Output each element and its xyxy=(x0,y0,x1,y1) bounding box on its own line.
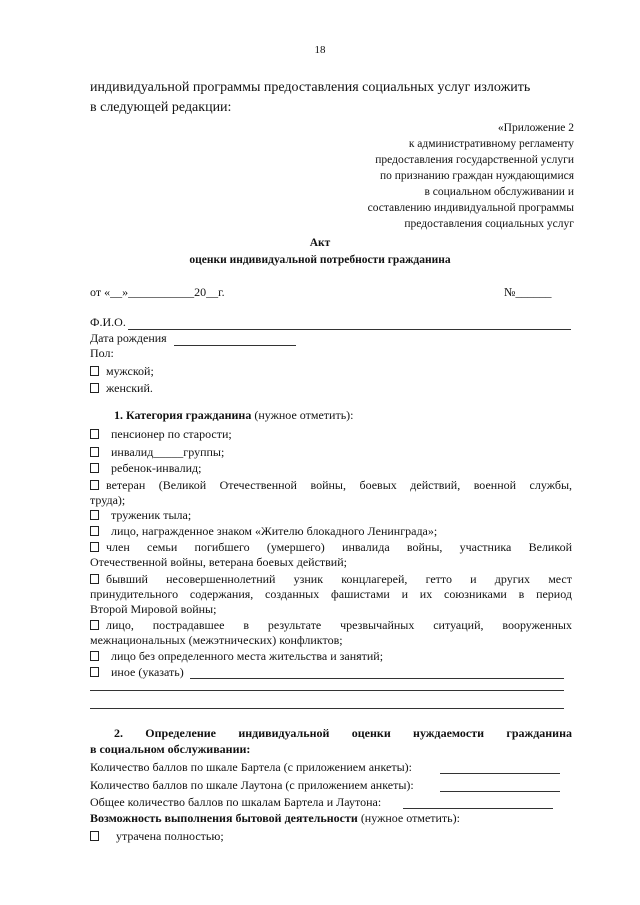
category-homeless xyxy=(90,649,383,664)
section-2-title-cont: в социальном обслуживании: xyxy=(90,742,251,756)
category-label: лицо, награжденное знаком «Жителю блокадного Ленинграда»; xyxy=(111,524,438,538)
appendix-line: «Приложение 2 xyxy=(497,122,574,134)
category-home-front xyxy=(90,508,191,523)
category-emergency-victim-cont: межнациональных (межэтнических) конфликтов; xyxy=(90,633,343,647)
appendix-line: предоставления государственной услуги xyxy=(375,154,574,166)
intro-line-2: в следующей редакции: xyxy=(90,100,232,115)
checkbox-icon xyxy=(90,510,99,520)
section-1-note: (нужное отметить): xyxy=(251,408,354,422)
appendix-reference xyxy=(368,120,574,232)
appendix-line: составлению индивидуальной программы xyxy=(367,202,574,214)
intro-line-1: индивидуальной программы предоставления социальных услуг изложить xyxy=(90,80,531,95)
category-label: ветеран (Великой Отечественной войны, боевых действий, военной службы, xyxy=(106,478,572,492)
checkbox-icon xyxy=(90,526,99,536)
act-subtitle: оценки индивидуальной потребности гражданина xyxy=(189,254,451,266)
category-former-prisoner xyxy=(90,572,572,587)
barthel-score-field-line xyxy=(440,773,560,774)
checkbox-icon xyxy=(90,651,99,661)
category-label: пенсионер по старости; xyxy=(111,427,232,441)
category-label: иное (указать) xyxy=(111,665,184,679)
category-leningrad xyxy=(90,524,437,539)
checkbox-icon xyxy=(90,366,99,376)
fio-field-line xyxy=(128,329,571,330)
gender-label: Пол: xyxy=(90,346,114,360)
gender-female-label: женский. xyxy=(106,381,153,395)
appendix-line: в социальном обслуживании и xyxy=(424,186,574,198)
total-score-label: Общее количество баллов по шкалам Бартела и Лаутона: xyxy=(90,795,382,809)
category-label: лицо без определенного места жительства и занятий; xyxy=(111,649,384,663)
section-1-title: 1. Категория гражданина xyxy=(114,408,252,422)
birth-date-field-line xyxy=(174,345,296,346)
appendix-line: по признанию граждан нуждающимися xyxy=(380,170,574,182)
checkbox-icon xyxy=(90,480,99,490)
lawton-score-label: Количество баллов по шкале Лаутона (с приложением анкеты): xyxy=(90,778,414,792)
page-number: 18 xyxy=(314,44,326,56)
appendix-line: предоставления социальных услуг xyxy=(404,218,574,230)
category-former-prisoner-cont: принудительного содержания, созданных фашистами и их союзниками в период xyxy=(90,587,572,601)
category-label: бывший несовершеннолетний узник концлагерей, гетто и других мест xyxy=(106,572,572,586)
appendix-line: к административному регламенту xyxy=(408,138,574,150)
ability-lost xyxy=(90,829,224,844)
category-veteran-cont: труда); xyxy=(90,493,126,507)
section-1-heading xyxy=(114,408,354,423)
ability-option-label: утрачена полностью; xyxy=(116,829,224,843)
category-emergency-victim xyxy=(90,618,572,633)
category-label: ребенок-инвалид; xyxy=(111,461,202,475)
checkbox-icon xyxy=(90,831,99,841)
checkbox-icon xyxy=(90,542,99,552)
birth-date-label: Дата рождения xyxy=(90,331,167,345)
category-family-member xyxy=(90,540,572,555)
ability-title: Возможность выполнения бытовой деятельности xyxy=(90,811,358,825)
act-date-line: от «__»___________20__г. xyxy=(90,285,225,299)
checkbox-icon xyxy=(90,429,99,439)
category-label: труженик тыла; xyxy=(111,508,192,522)
checkbox-icon xyxy=(90,463,99,473)
checkbox-icon xyxy=(90,620,99,630)
act-number-line: №______ xyxy=(504,285,552,299)
checkbox-icon xyxy=(90,667,99,677)
category-family-member-cont: Отечественной войны, ветерана боевых действий; xyxy=(90,555,347,569)
checkbox-icon xyxy=(90,383,99,393)
category-veteran xyxy=(90,478,572,493)
category-label: член семьи погибшего (умершего) инвалида войны, участника Великой xyxy=(106,540,572,554)
fio-label: Ф.И.О. xyxy=(90,315,126,329)
act-title: Акт xyxy=(309,237,331,249)
category-pensioner xyxy=(90,427,232,442)
barthel-score-label: Количество баллов по шкале Бартела (с приложением анкеты): xyxy=(90,760,412,774)
category-label: инвалид_____группы; xyxy=(111,445,225,459)
ability-note: (нужное отметить): xyxy=(357,811,460,825)
category-invalid xyxy=(90,445,224,460)
gender-option-female xyxy=(90,381,153,396)
checkbox-icon xyxy=(90,447,99,457)
other-field-line-3 xyxy=(90,708,564,709)
lawton-score-field-line xyxy=(440,791,560,792)
checkbox-icon xyxy=(90,574,99,584)
total-score-field-line xyxy=(403,808,553,809)
category-former-prisoner-end: Второй Мировой войны; xyxy=(90,602,217,616)
other-field-line-2 xyxy=(90,690,564,691)
other-field-line xyxy=(190,678,564,679)
gender-option-male xyxy=(90,364,154,379)
category-child-invalid xyxy=(90,461,201,476)
category-other xyxy=(90,665,184,680)
gender-male-label: мужской; xyxy=(106,364,154,378)
category-label: лицо, пострадавшее в результате чрезвычайных ситуаций, вооруженных xyxy=(106,618,572,632)
ability-heading xyxy=(90,811,460,826)
section-2-title: 2. Определение индивидуальной оценки нуждаемости гражданина xyxy=(114,726,572,740)
